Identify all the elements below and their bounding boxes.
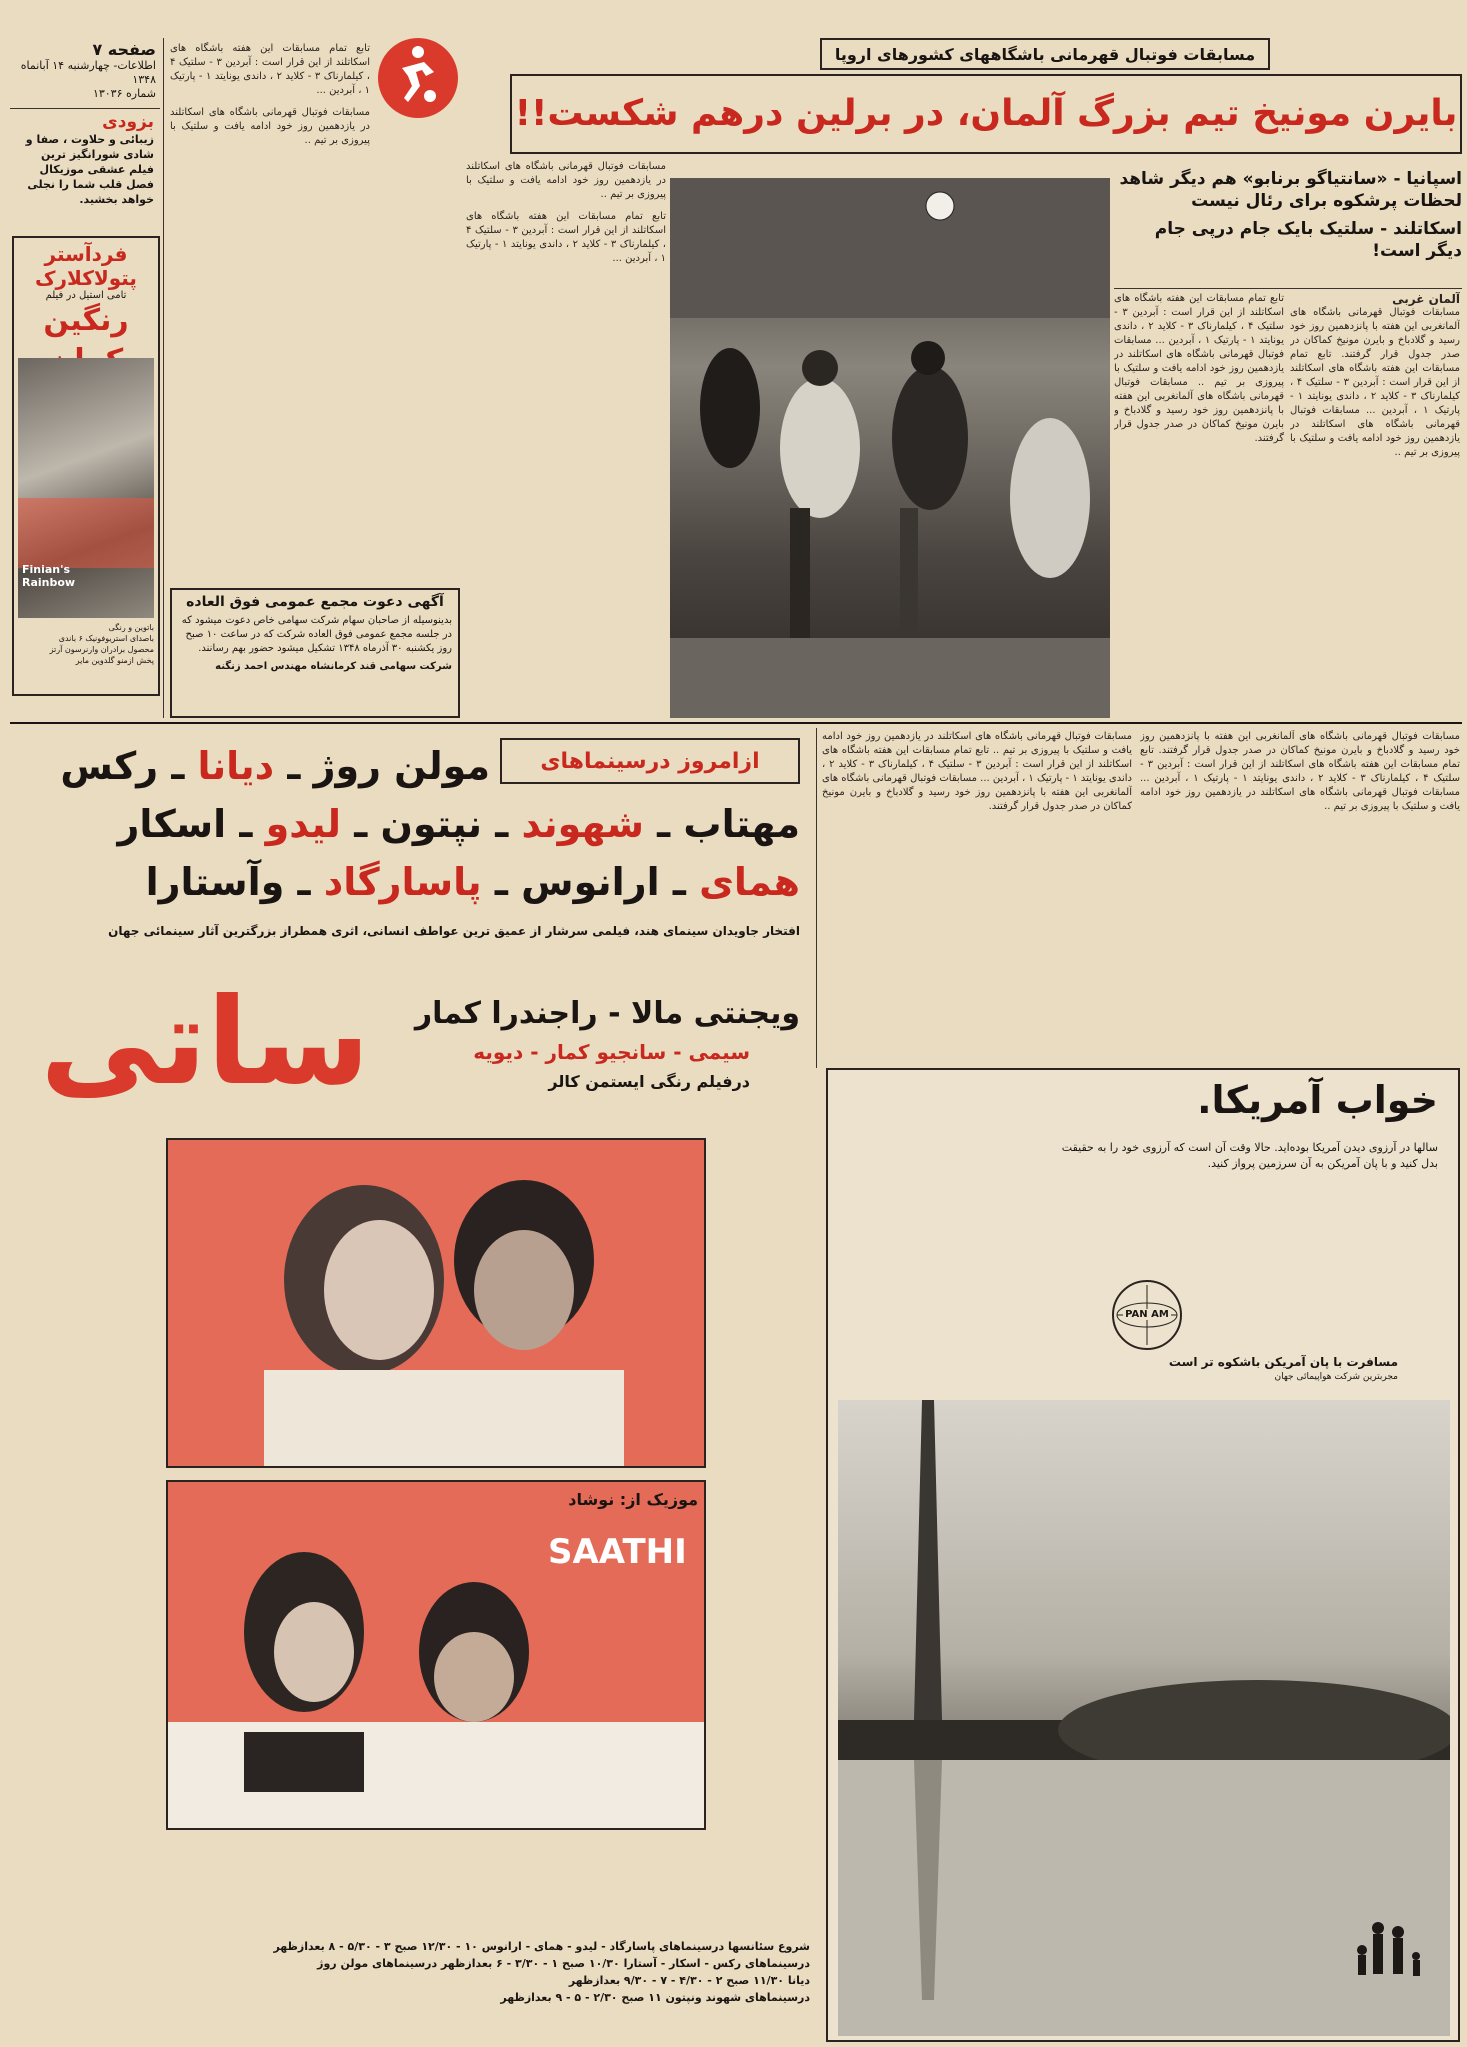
football-icon xyxy=(378,38,458,118)
coming-soon-title: بزودی xyxy=(102,112,154,132)
agm-notice-sign: شرکت سهامی قند کرمانشاه مهندس احمد زنگنه xyxy=(215,661,452,672)
finians-rainbow-ad xyxy=(12,236,160,696)
main-headline-box xyxy=(510,74,1462,154)
issue-number: شماره ۱۳۰۳۶ xyxy=(92,87,156,100)
cinema-row-2: مهتاب ـ شهوند ـ نپتون ـ لیدو ـ اسکار xyxy=(117,802,800,846)
film-music-credit: موزیک از: نوشاد xyxy=(568,1490,698,1509)
film-title-en: SAATHI xyxy=(548,1532,687,1572)
film-still-upper xyxy=(166,1138,706,1468)
match-photo xyxy=(670,178,1110,718)
panam-tagline: مسافرت با پان آمریکن باشکوه تر است xyxy=(1168,1355,1398,1369)
article-column-2-text: تابع تمام مسابقات این هفته باشگاه های اسکاتلند از این قرار است : آبردین ۳ - سلتیک ۴ ، کیلمارناک ۳ - کلاید ۲ ، داندی یونایتد ۱ - پارتیک ۱ ، آبردین ... xyxy=(170,43,370,96)
panam-title: خواب آمریکا. xyxy=(1197,1078,1438,1122)
cinema-row-3: همای ـ ارانوس ـ پاسارگاد ـ وآستارا xyxy=(145,860,800,904)
film-stars: ویجنتی مالا - راجندرا کمار xyxy=(414,996,800,1031)
cinema-banner: ازامروز درسینماهای xyxy=(500,738,800,784)
ad-pink-panel xyxy=(18,498,154,568)
film-still-lower xyxy=(166,1480,706,1830)
cinema-tagline: افتخار جاویدان سینمای هند، فیلمی سرشار از عمیق ترین عواطف انسانی، اثری همطراز بزرگترین آثار سینمائی جهان xyxy=(108,924,800,938)
agm-notice-body: بدینوسیله از صاحبان سهام شرکت سهامی خاص دعوت میشود که در جلسه مجمع عمومی فوق العاده شرکت که در ساعت ۱۰ صبح روز یکشنبه ۳۰ آذرماه ۱۳۴۸ تشکیل میشود حضور بهم رسانند. xyxy=(181,615,452,654)
ad-film-title: رنگین xyxy=(43,303,129,338)
agm-notice xyxy=(170,588,460,718)
saathi-ad xyxy=(10,728,810,2042)
date-box xyxy=(10,38,160,108)
agm-notice-title: آگهی دعوت مجمع عمومی فوق العاده xyxy=(186,594,444,610)
showtimes: شروع سئانسها درسینماهای پاسارگاد - لیدو - همای - ارانوس ۱۰ - ۱۲/۳۰ صبح ۳ - ۵/۳۰ - ۸ بعدازظهر درسینماهای رکس - اسکار - آستارا ۱۰/۳۰ صبح ۱ - ۳/۳۰ - ۶ بعدازظهر درسینماهای مولن روژ دیانا ۱۱/۳۰ صبح ۲ - ۴/۳۰ - ۷ - ۹/۳۰ بعدازظهر درسینماهای شهوند ونپتون ۱۱ صبح ۲/۳۰ - ۵ - ۹ بعدازظهر xyxy=(273,1940,810,2004)
article-column-right-b: تابع تمام مسابقات این هفته باشگاه های اسکاتلند از این قرار است : آبردین ۳ - سلتیک ۴ ، کیلمارناک ۳ - کلاید ۲ ، داندی یونایتد ۱ - پارتیک ۱ ، آبردین ... مسابقات فوتبال قهرمانی باشگاه های اسکاتلند در یازدهمین روز خود ادامه یافت و سلتیک با پیروزی بر تیم .. مسابقات فوتبال قهرمانی باشگاه های آلمانغربی این هفته با پانزدهمین روز خود رسید و گلادباخ و بایرن مونیخ کماکان در صدر جدول قرار گرفتند. xyxy=(1114,293,1284,444)
page-number: صفحه ۷ xyxy=(92,40,156,59)
film-format: درفیلم رنگی ایستمن کالر xyxy=(548,1072,750,1091)
article-column-2-text-b: مسابقات فوتبال قهرمانی باشگاه های اسکاتلند در یازدهمین روز خود ادامه یافت و سلتیک با پیروزی بر تیم .. xyxy=(170,107,370,146)
panam-ad xyxy=(826,1068,1460,2042)
main-headline: بایرن مونیخ تیم بزرگ آلمان، در برلین درهم شکست!! xyxy=(514,93,1458,134)
section-tag: مسابقات فوتبال قهرمانی باشگاههای کشورهای اروپا xyxy=(820,38,1270,70)
article-lower-a: مسابقات فوتبال قهرمانی باشگاه های اسکاتلند در یازدهمین روز خود ادامه یافت و سلتیک با پیروزی بر تیم .. تابع تمام مسابقات این هفته باشگاه های اسکاتلند از این قرار است : آبردین ۳ - سلتیک ۴ ، کیلمارناک ۳ - کلاید ۲ ، داندی یونایتد ۱ - پارتیک ۱ ، آبردین ... مسابقات فوتبال قهرمانی باشگاه های آلمانغربی این هفته با پانزدهمین روز خود رسید و گلادباخ و بایرن مونیخ کماکان در صدر جدول قرار گرفتند. xyxy=(822,731,1132,812)
washington-monument-photo xyxy=(838,1400,1450,2036)
panam-note: مجربترین شرکت هواپیمائی جهان xyxy=(1274,1372,1398,1382)
film-title: ساتی xyxy=(40,973,370,1112)
panam-logo: PAN AM xyxy=(1112,1280,1182,1350)
film-costars: سیمی - سانجیو کمار - دیویه xyxy=(473,1040,750,1064)
date-line: اطلاعات- چهارشنبه ۱۴ آبانماه ۱۳۴۸ xyxy=(20,59,156,86)
panam-body: سالها در آرزوی دیدن آمریکا بوده‌اید. حالا وقت آن است که آرزوی خود را به حقیقت بدل کنید و با پان آمریکن به آن سرزمین پرواز کنید. xyxy=(1061,1141,1438,1170)
ad-english-title: Finian's Rainbow xyxy=(22,563,76,589)
article-column-2 xyxy=(170,42,370,582)
ad-sub: تامی استیل در فیلم xyxy=(45,290,127,301)
coming-soon-block xyxy=(10,110,160,230)
article-lower-b: مسابقات فوتبال قهرمانی باشگاه های آلمانغربی این هفته با پانزدهمین روز خود رسید و گلادباخ و بایرن مونیخ کماکان در صدر جدول قرار گرفتند. تابع تمام مسابقات این هفته باشگاه های اسکاتلند از این قرار است : آبردین ۳ - سلتیک ۴ ، کیلمارناک ۳ - کلاید ۲ ، داندی یونایتد ۱ - پارتیک ۱ ، آبردین ... مسابقات فوتبال قهرمانی باشگاه های اسکاتلند در یازدهمین روز خود ادامه یافت و سلتیک با پیروزی بر تیم .. xyxy=(1140,731,1460,812)
ad-stars: فردآستر پتولاکلارک xyxy=(35,242,137,290)
cinema-row-1: مولن روژ ـ دیانا ـ رکس xyxy=(60,744,490,788)
ad-footer: باتوین و رنگی باصدای استریوفونیک ۶ باندی محصول برادران وارنرسون آرتز پخش ازمنو گلدوین مایر xyxy=(49,623,154,665)
article-column-3: مسابقات فوتبال قهرمانی باشگاه های اسکاتلند در یازدهمین روز خود ادامه یافت و سلتیک با پیروزی بر تیم .. تابع تمام مسابقات این هفته باشگاه های اسکاتلند از این قرار است : آبردین ۳ - سلتیک ۴ ، کیلمارناک ۳ - کلاید ۲ ، داندی یونایتد ۱ - پارتیک ۱ ، آبردین ... xyxy=(466,161,666,264)
article-column-right-a: آلمان غربی مسابقات فوتبال قهرمانی باشگاه های آلمانغربی این هفته با پانزدهمین روز خود رسید و گلادباخ و بایرن مونیخ کماکان در صدر جدول قرار گرفتند. تابع تمام مسابقات این هفته باشگاه های اسکاتلند از این قرار است : آبردین ۳ - سلتیک ۴ ، کیلمارناک ۳ - کلاید ۲ ، داندی یونایتد ۱ - پارتیک ۱ ، آبردین ... مسابقات فوتبال قهرمانی باشگاه های اسکاتلند در یازدهمین روز خود ادامه یافت و سلتیک با پیروزی بر تیم .. xyxy=(1290,292,1460,458)
spain-heading: اسپانیا - «سانتیاگو برنابو» هم دیگر شاهد لحظات پرشکوه برای رئال نیست اسکاتلند - سلتیک بایک جام درپی جام دیگر است! xyxy=(1119,169,1462,261)
coming-soon-blurb: زیبائی و حلاوت ، صفا و شادی شورانگیز ترین فیلم عشقی موزیکال فصل قلب شما را نجلی خواهد بخشید. xyxy=(25,133,154,206)
